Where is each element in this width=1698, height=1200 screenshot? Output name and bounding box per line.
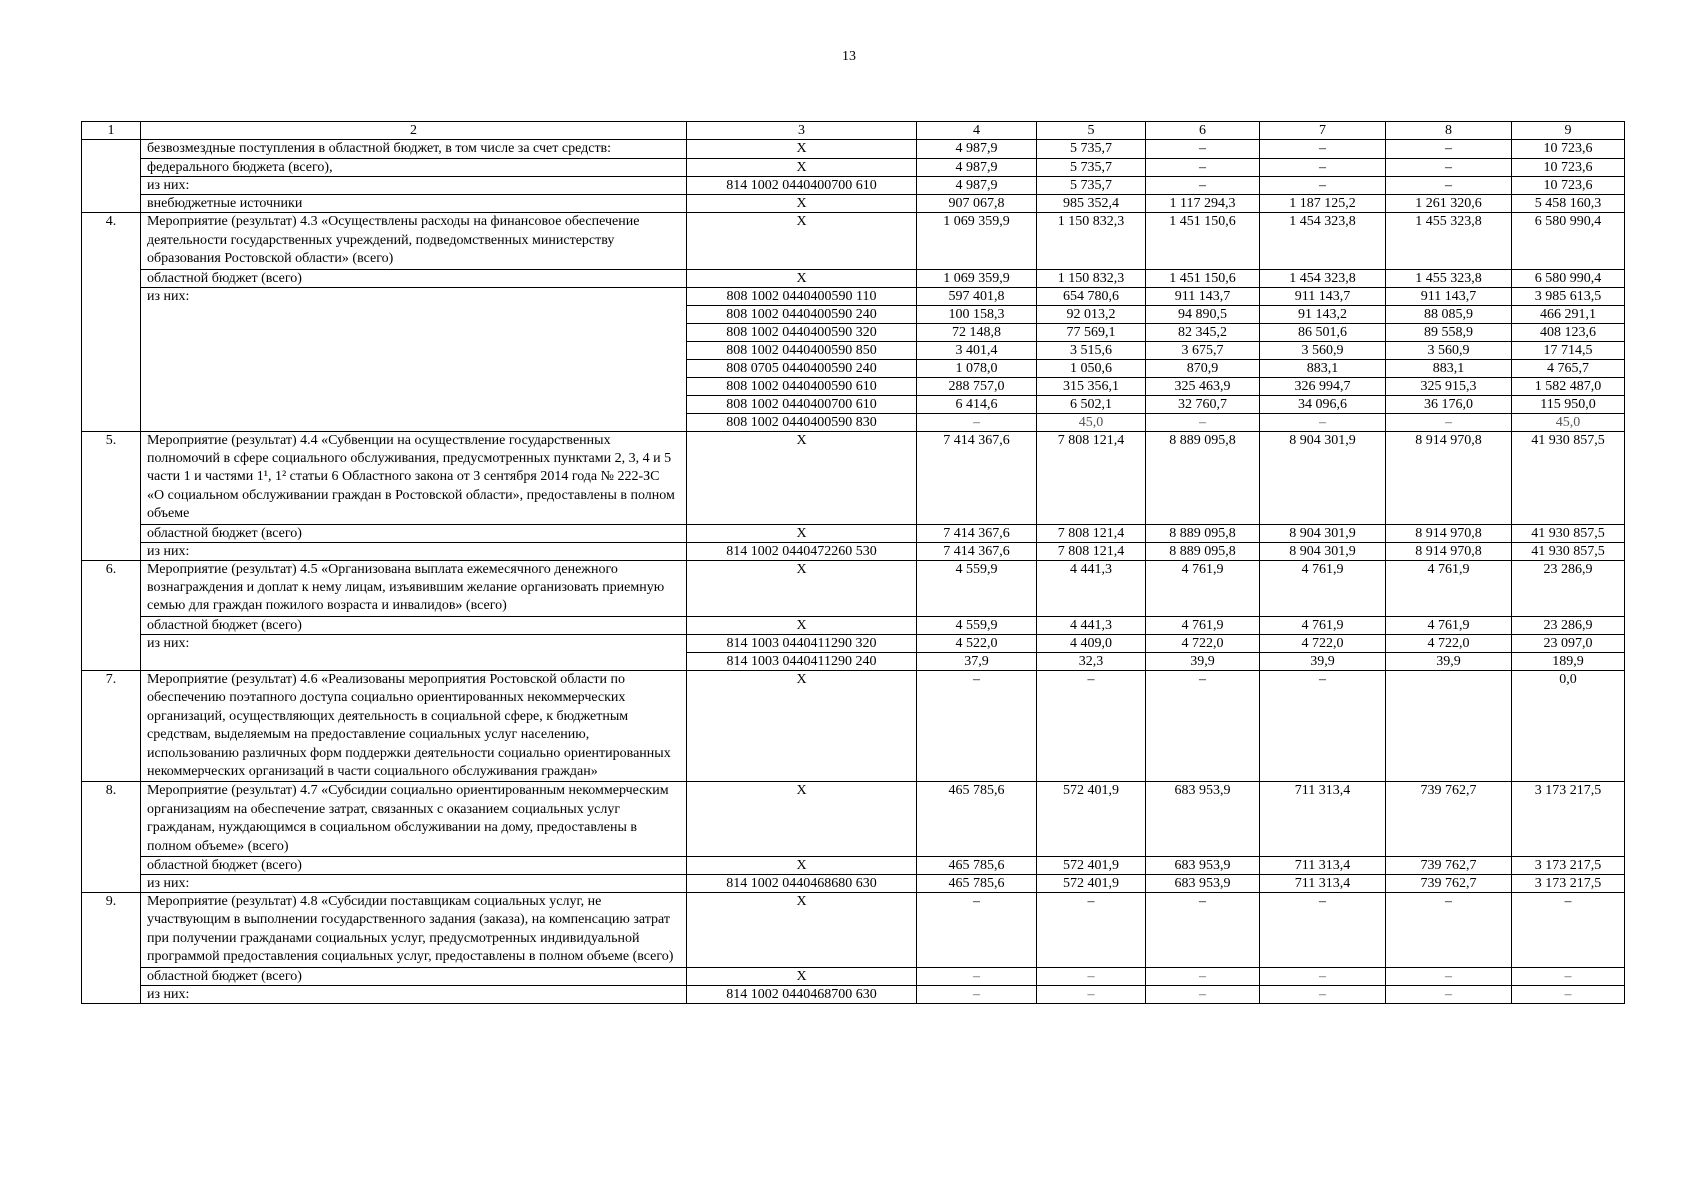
table-row bbox=[82, 140, 1625, 159]
budget-code: 808 1002 0440400590 240 bbox=[687, 305, 917, 323]
value-col-9: – bbox=[1512, 892, 1625, 967]
budget-code: X bbox=[687, 431, 917, 524]
value-col-7: 8 904 301,9 bbox=[1260, 542, 1386, 560]
row-number: 4. bbox=[82, 213, 141, 431]
table-row bbox=[82, 634, 1625, 652]
value-col-8: 739 762,7 bbox=[1386, 874, 1512, 892]
value-col-7: 91 143,2 bbox=[1260, 305, 1386, 323]
row-name: безвозмездные поступления в областной бюджет, в том числе за счет средств: bbox=[141, 140, 687, 159]
value-col-8: 8 914 970,8 bbox=[1386, 542, 1512, 560]
value-col-5: 92 013,2 bbox=[1037, 305, 1146, 323]
value-col-8: 1 261 320,6 bbox=[1386, 195, 1512, 213]
row-name: областной бюджет (всего) bbox=[141, 616, 687, 634]
budget-code: 808 1002 0440400590 850 bbox=[687, 341, 917, 359]
table-row bbox=[82, 213, 1625, 269]
row-name: Мероприятие (результат) 4.8 «Субсидии поставщикам социальных услуг, не участвующим в выполнении государственного задания (заказа), на компенсацию затрат при получении гражданами социальных услуг, предусмотренных индивидуальной программой предоставления социальных услуг, предоставлены в полном объеме (всего) bbox=[141, 892, 687, 967]
value-col-9: 10 723,6 bbox=[1512, 177, 1625, 195]
budget-code: X bbox=[687, 856, 917, 874]
value-col-6: 4 761,9 bbox=[1146, 560, 1260, 616]
value-col-7: – bbox=[1260, 413, 1386, 431]
value-col-5: 4 441,3 bbox=[1037, 616, 1146, 634]
row-number: 6. bbox=[82, 560, 141, 670]
table-row bbox=[82, 159, 1625, 177]
value-col-9: 41 930 857,5 bbox=[1512, 431, 1625, 524]
value-col-9: 6 580 990,4 bbox=[1512, 213, 1625, 269]
value-col-7: 1 454 323,8 bbox=[1260, 213, 1386, 269]
value-col-4: 4 987,9 bbox=[917, 140, 1037, 159]
value-col-7: – bbox=[1260, 177, 1386, 195]
value-col-7: 4 761,9 bbox=[1260, 616, 1386, 634]
budget-code: 814 1002 0440400700 610 bbox=[687, 177, 917, 195]
budget-code: 808 1002 0440400590 320 bbox=[687, 323, 917, 341]
value-col-9: 23 286,9 bbox=[1512, 560, 1625, 616]
budget-table bbox=[81, 121, 1625, 1004]
value-col-5: 572 401,9 bbox=[1037, 856, 1146, 874]
column-header: 5 bbox=[1037, 122, 1146, 140]
value-col-8: 325 915,3 bbox=[1386, 377, 1512, 395]
budget-code: 814 1002 0440472260 530 bbox=[687, 542, 917, 560]
table-row bbox=[82, 782, 1625, 857]
value-col-9: 1 582 487,0 bbox=[1512, 377, 1625, 395]
value-col-7: 4 761,9 bbox=[1260, 560, 1386, 616]
value-col-8: 4 761,9 bbox=[1386, 560, 1512, 616]
value-col-4: – bbox=[917, 413, 1037, 431]
value-col-8: 4 761,9 bbox=[1386, 616, 1512, 634]
value-col-6: 82 345,2 bbox=[1146, 323, 1260, 341]
table-row bbox=[82, 560, 1625, 616]
value-col-8 bbox=[1386, 670, 1512, 781]
value-col-4: 7 414 367,6 bbox=[917, 431, 1037, 524]
value-col-6: 325 463,9 bbox=[1146, 377, 1260, 395]
value-col-9: 41 930 857,5 bbox=[1512, 524, 1625, 542]
row-name: областной бюджет (всего) bbox=[141, 967, 687, 985]
value-col-9: 4 765,7 bbox=[1512, 359, 1625, 377]
value-col-5: 3 515,6 bbox=[1037, 341, 1146, 359]
value-col-4: – bbox=[917, 892, 1037, 967]
value-col-5: 572 401,9 bbox=[1037, 782, 1146, 857]
value-col-6: 94 890,5 bbox=[1146, 305, 1260, 323]
value-col-4: – bbox=[917, 670, 1037, 781]
value-col-7: – bbox=[1260, 670, 1386, 781]
row-number: 9. bbox=[82, 892, 141, 1003]
column-header: 7 bbox=[1260, 122, 1386, 140]
value-col-5: 4 441,3 bbox=[1037, 560, 1146, 616]
value-col-8: – bbox=[1386, 177, 1512, 195]
value-col-5: 7 808 121,4 bbox=[1037, 542, 1146, 560]
value-col-5: 7 808 121,4 bbox=[1037, 524, 1146, 542]
value-col-4: 1 069 359,9 bbox=[917, 213, 1037, 269]
value-col-8: – bbox=[1386, 413, 1512, 431]
value-col-8: – bbox=[1386, 967, 1512, 985]
value-col-7: 86 501,6 bbox=[1260, 323, 1386, 341]
value-col-6: 683 953,9 bbox=[1146, 856, 1260, 874]
row-number: 7. bbox=[82, 670, 141, 781]
row-name: из них: bbox=[141, 287, 687, 431]
value-col-6: – bbox=[1146, 413, 1260, 431]
value-col-6: – bbox=[1146, 177, 1260, 195]
value-col-9: 3 173 217,5 bbox=[1512, 856, 1625, 874]
budget-code: 814 1003 0440411290 240 bbox=[687, 652, 917, 670]
value-col-4: 1 078,0 bbox=[917, 359, 1037, 377]
value-col-8: 36 176,0 bbox=[1386, 395, 1512, 413]
value-col-6: 911 143,7 bbox=[1146, 287, 1260, 305]
table-body bbox=[82, 122, 1625, 1004]
value-col-6: 8 889 095,8 bbox=[1146, 524, 1260, 542]
table-row bbox=[82, 892, 1625, 967]
table-row bbox=[82, 177, 1625, 195]
row-name: Мероприятие (результат) 4.3 «Осуществлены расходы на финансовое обеспечение деятельности государственных учреждений, подведомственных министерству образования Ростовской области» (всего) bbox=[141, 213, 687, 269]
value-col-7: 34 096,6 bbox=[1260, 395, 1386, 413]
row-name: Мероприятие (результат) 4.4 «Субвенции на осуществление государственных полномочий в сфере социального обслуживания, предусмотренных пунктами 2, 3, 4 и 5 части 1 и частями 1¹, 1² статьи 6 Областного закона от 3 сентября 2014 года № 222-ЗС «О социальном обслуживании граждан в Ростовской области», предоставлены в полном объеме bbox=[141, 431, 687, 524]
table-row bbox=[82, 616, 1625, 634]
value-col-4: 3 401,4 bbox=[917, 341, 1037, 359]
value-col-7: – bbox=[1260, 159, 1386, 177]
value-col-6: 1 117 294,3 bbox=[1146, 195, 1260, 213]
value-col-7: 1 187 125,2 bbox=[1260, 195, 1386, 213]
value-col-4: 465 785,6 bbox=[917, 874, 1037, 892]
value-col-4: – bbox=[917, 967, 1037, 985]
budget-code: X bbox=[687, 213, 917, 269]
value-col-7: 711 313,4 bbox=[1260, 856, 1386, 874]
value-col-8: – bbox=[1386, 985, 1512, 1003]
budget-code: 814 1003 0440411290 320 bbox=[687, 634, 917, 652]
value-col-9: 6 580 990,4 bbox=[1512, 269, 1625, 287]
budget-code: 808 1002 0440400590 110 bbox=[687, 287, 917, 305]
column-header: 1 bbox=[82, 122, 141, 140]
value-col-5: 4 409,0 bbox=[1037, 634, 1146, 652]
row-name: Мероприятие (результат) 4.6 «Реализованы мероприятия Ростовской области по обеспечению поэтапного доступа социально ориентированных некоммерческих организаций, осуществляющих деятельность в социальной сфере, к бюджетным средствам, выделяемым на предоставление социальных услуг населению, использованию различных форм поддержки деятельности социально ориентированных некоммерческих организаций в части социального обслуживания граждан» bbox=[141, 670, 687, 781]
value-col-9: 408 123,6 bbox=[1512, 323, 1625, 341]
table-row bbox=[82, 874, 1625, 892]
row-name: областной бюджет (всего) bbox=[141, 524, 687, 542]
row-number: 5. bbox=[82, 431, 141, 560]
row-number: 8. bbox=[82, 782, 141, 893]
value-col-7: 4 722,0 bbox=[1260, 634, 1386, 652]
column-number-row bbox=[82, 122, 1625, 140]
value-col-8: 39,9 bbox=[1386, 652, 1512, 670]
table-row bbox=[82, 985, 1625, 1003]
value-col-9: 10 723,6 bbox=[1512, 140, 1625, 159]
value-col-5: 45,0 bbox=[1037, 413, 1146, 431]
value-col-6: 1 451 150,6 bbox=[1146, 213, 1260, 269]
value-col-4: 288 757,0 bbox=[917, 377, 1037, 395]
column-header: 3 bbox=[687, 122, 917, 140]
value-col-9: 189,9 bbox=[1512, 652, 1625, 670]
value-col-4: 1 069 359,9 bbox=[917, 269, 1037, 287]
value-col-5: 6 502,1 bbox=[1037, 395, 1146, 413]
value-col-9: 23 286,9 bbox=[1512, 616, 1625, 634]
value-col-9: – bbox=[1512, 985, 1625, 1003]
table-row bbox=[82, 856, 1625, 874]
column-header: 6 bbox=[1146, 122, 1260, 140]
value-col-9: 41 930 857,5 bbox=[1512, 542, 1625, 560]
value-col-4: 37,9 bbox=[917, 652, 1037, 670]
budget-code: X bbox=[687, 782, 917, 857]
column-header: 9 bbox=[1512, 122, 1625, 140]
value-col-9: 5 458 160,3 bbox=[1512, 195, 1625, 213]
value-col-4: 4 559,9 bbox=[917, 560, 1037, 616]
value-col-9: 0,0 bbox=[1512, 670, 1625, 781]
value-col-8: – bbox=[1386, 140, 1512, 159]
value-col-6: – bbox=[1146, 892, 1260, 967]
column-header: 4 bbox=[917, 122, 1037, 140]
value-col-5: – bbox=[1037, 967, 1146, 985]
value-col-7: 711 313,4 bbox=[1260, 782, 1386, 857]
value-col-4: 7 414 367,6 bbox=[917, 524, 1037, 542]
value-col-6: – bbox=[1146, 985, 1260, 1003]
value-col-6: – bbox=[1146, 140, 1260, 159]
value-col-4: 465 785,6 bbox=[917, 856, 1037, 874]
value-col-5: 654 780,6 bbox=[1037, 287, 1146, 305]
value-col-5: – bbox=[1037, 670, 1146, 781]
page-number: 13 bbox=[842, 49, 856, 64]
value-col-7: 883,1 bbox=[1260, 359, 1386, 377]
value-col-5: 5 735,7 bbox=[1037, 177, 1146, 195]
budget-code: X bbox=[687, 670, 917, 781]
row-name: областной бюджет (всего) bbox=[141, 856, 687, 874]
table-row bbox=[82, 524, 1625, 542]
row-name: из них: bbox=[141, 177, 687, 195]
value-col-6: 1 451 150,6 bbox=[1146, 269, 1260, 287]
value-col-4: 6 414,6 bbox=[917, 395, 1037, 413]
value-col-7: – bbox=[1260, 967, 1386, 985]
table-row bbox=[82, 967, 1625, 985]
value-col-8: 4 722,0 bbox=[1386, 634, 1512, 652]
value-col-5: 572 401,9 bbox=[1037, 874, 1146, 892]
value-col-7: 326 994,7 bbox=[1260, 377, 1386, 395]
value-col-8: 739 762,7 bbox=[1386, 856, 1512, 874]
value-col-6: 32 760,7 bbox=[1146, 395, 1260, 413]
value-col-8: 1 455 323,8 bbox=[1386, 269, 1512, 287]
value-col-6: – bbox=[1146, 670, 1260, 781]
value-col-4: 907 067,8 bbox=[917, 195, 1037, 213]
budget-code: 808 1002 0440400590 830 bbox=[687, 413, 917, 431]
value-col-7: 39,9 bbox=[1260, 652, 1386, 670]
value-col-5: 32,3 bbox=[1037, 652, 1146, 670]
row-name: областной бюджет (всего) bbox=[141, 269, 687, 287]
value-col-4: – bbox=[917, 985, 1037, 1003]
table-row bbox=[82, 269, 1625, 287]
value-col-5: 5 735,7 bbox=[1037, 140, 1146, 159]
value-col-9: 3 173 217,5 bbox=[1512, 782, 1625, 857]
value-col-8: 8 914 970,8 bbox=[1386, 524, 1512, 542]
value-col-7: 711 313,4 bbox=[1260, 874, 1386, 892]
budget-code: 808 1002 0440400590 610 bbox=[687, 377, 917, 395]
value-col-8: 3 560,9 bbox=[1386, 341, 1512, 359]
table-row bbox=[82, 542, 1625, 560]
value-col-9: 10 723,6 bbox=[1512, 159, 1625, 177]
value-col-7: 8 904 301,9 bbox=[1260, 431, 1386, 524]
budget-code: 808 1002 0440400700 610 bbox=[687, 395, 917, 413]
budget-code: X bbox=[687, 892, 917, 967]
row-name: из них: bbox=[141, 985, 687, 1003]
value-col-6: 4 761,9 bbox=[1146, 616, 1260, 634]
value-col-7: – bbox=[1260, 985, 1386, 1003]
row-number bbox=[82, 140, 141, 213]
value-col-5: – bbox=[1037, 985, 1146, 1003]
value-col-5: 1 150 832,3 bbox=[1037, 269, 1146, 287]
value-col-9: 45,0 bbox=[1512, 413, 1625, 431]
value-col-8: 911 143,7 bbox=[1386, 287, 1512, 305]
value-col-5: 7 808 121,4 bbox=[1037, 431, 1146, 524]
row-name: из них: bbox=[141, 874, 687, 892]
value-col-5: 315 356,1 bbox=[1037, 377, 1146, 395]
value-col-6: 870,9 bbox=[1146, 359, 1260, 377]
value-col-5: 985 352,4 bbox=[1037, 195, 1146, 213]
value-col-5: 1 150 832,3 bbox=[1037, 213, 1146, 269]
value-col-6: 39,9 bbox=[1146, 652, 1260, 670]
value-col-9: 3 985 613,5 bbox=[1512, 287, 1625, 305]
budget-code: X bbox=[687, 159, 917, 177]
column-header: 8 bbox=[1386, 122, 1512, 140]
value-col-4: 4 987,9 bbox=[917, 159, 1037, 177]
value-col-6: 8 889 095,8 bbox=[1146, 542, 1260, 560]
value-col-5: 1 050,6 bbox=[1037, 359, 1146, 377]
table-row bbox=[82, 287, 1625, 305]
value-col-6: – bbox=[1146, 967, 1260, 985]
value-col-9: 3 173 217,5 bbox=[1512, 874, 1625, 892]
value-col-8: 88 085,9 bbox=[1386, 305, 1512, 323]
table-row bbox=[82, 431, 1625, 524]
budget-code: X bbox=[687, 269, 917, 287]
budget-code: X bbox=[687, 195, 917, 213]
value-col-7: – bbox=[1260, 140, 1386, 159]
table-row bbox=[82, 195, 1625, 213]
budget-code: 808 0705 0440400590 240 bbox=[687, 359, 917, 377]
row-name: федерального бюджета (всего), bbox=[141, 159, 687, 177]
budget-code: 814 1002 0440468700 630 bbox=[687, 985, 917, 1003]
value-col-7: – bbox=[1260, 892, 1386, 967]
value-col-4: 465 785,6 bbox=[917, 782, 1037, 857]
value-col-5: 5 735,7 bbox=[1037, 159, 1146, 177]
value-col-6: 683 953,9 bbox=[1146, 874, 1260, 892]
value-col-4: 4 559,9 bbox=[917, 616, 1037, 634]
value-col-4: 7 414 367,6 bbox=[917, 542, 1037, 560]
budget-code: X bbox=[687, 616, 917, 634]
value-col-4: 100 158,3 bbox=[917, 305, 1037, 323]
column-header: 2 bbox=[141, 122, 687, 140]
value-col-4: 597 401,8 bbox=[917, 287, 1037, 305]
value-col-6: – bbox=[1146, 159, 1260, 177]
value-col-4: 72 148,8 bbox=[917, 323, 1037, 341]
value-col-8: 8 914 970,8 bbox=[1386, 431, 1512, 524]
value-col-6: 3 675,7 bbox=[1146, 341, 1260, 359]
value-col-9: 23 097,0 bbox=[1512, 634, 1625, 652]
budget-code: X bbox=[687, 560, 917, 616]
budget-code: X bbox=[687, 140, 917, 159]
budget-code: X bbox=[687, 524, 917, 542]
value-col-7: 3 560,9 bbox=[1260, 341, 1386, 359]
value-col-9: 17 714,5 bbox=[1512, 341, 1625, 359]
row-name: Мероприятие (результат) 4.7 «Субсидии социально ориентированным некоммерческим организациям на обеспечение затрат, связанных с оказанием социальных услуг гражданам, нуждающимся в социальном обслуживании на дому, предоставлены в полном объеме» (всего) bbox=[141, 782, 687, 857]
value-col-9: 115 950,0 bbox=[1512, 395, 1625, 413]
value-col-4: 4 987,9 bbox=[917, 177, 1037, 195]
value-col-8: 89 558,9 bbox=[1386, 323, 1512, 341]
value-col-7: 1 454 323,8 bbox=[1260, 269, 1386, 287]
value-col-9: – bbox=[1512, 967, 1625, 985]
value-col-8: – bbox=[1386, 892, 1512, 967]
value-col-5: 77 569,1 bbox=[1037, 323, 1146, 341]
value-col-7: 8 904 301,9 bbox=[1260, 524, 1386, 542]
value-col-6: 8 889 095,8 bbox=[1146, 431, 1260, 524]
budget-code: 814 1002 0440468680 630 bbox=[687, 874, 917, 892]
row-name: из них: bbox=[141, 542, 687, 560]
value-col-8: 739 762,7 bbox=[1386, 782, 1512, 857]
value-col-8: – bbox=[1386, 159, 1512, 177]
budget-code: X bbox=[687, 967, 917, 985]
row-name: Мероприятие (результат) 4.5 «Организована выплата ежемесячного денежного вознаграждения и доплат к нему лицам, изъявившим желание организовать приемную семью для граждан пожилого возраста и инвалидов» (всего) bbox=[141, 560, 687, 616]
value-col-8: 883,1 bbox=[1386, 359, 1512, 377]
value-col-6: 4 722,0 bbox=[1146, 634, 1260, 652]
row-name: из них: bbox=[141, 634, 687, 670]
value-col-5: – bbox=[1037, 892, 1146, 967]
value-col-7: 911 143,7 bbox=[1260, 287, 1386, 305]
value-col-9: 466 291,1 bbox=[1512, 305, 1625, 323]
value-col-4: 4 522,0 bbox=[917, 634, 1037, 652]
table-row bbox=[82, 670, 1625, 781]
value-col-6: 683 953,9 bbox=[1146, 782, 1260, 857]
value-col-8: 1 455 323,8 bbox=[1386, 213, 1512, 269]
row-name: внебюджетные источники bbox=[141, 195, 687, 213]
